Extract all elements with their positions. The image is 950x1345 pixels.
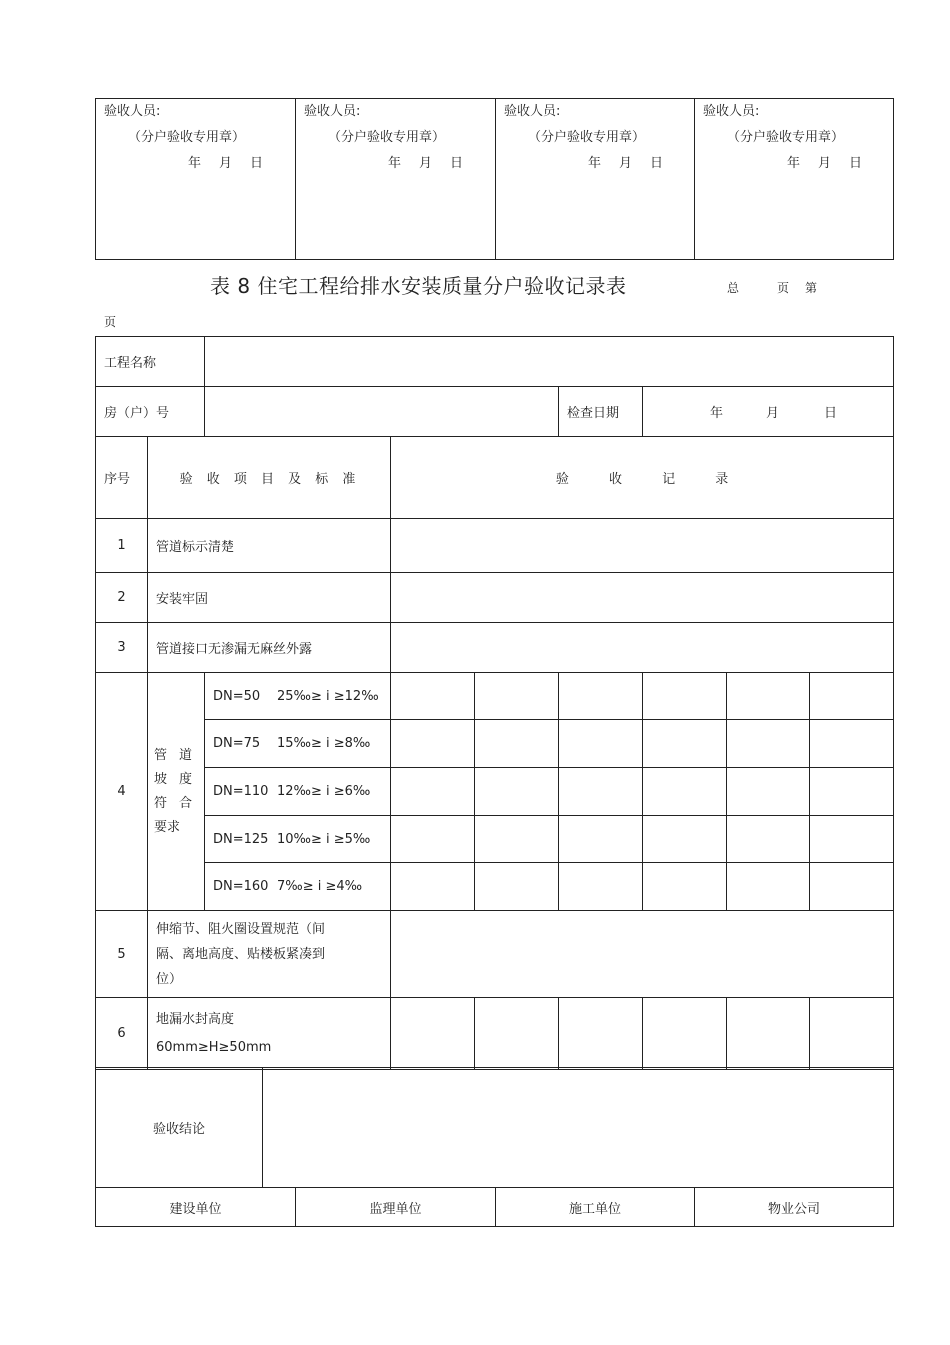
conclusion-field[interactable] bbox=[263, 1068, 894, 1188]
row-item: 管道标示清楚 bbox=[148, 519, 391, 573]
table-row bbox=[96, 816, 894, 863]
record-cell[interactable] bbox=[643, 863, 727, 911]
record-cell[interactable] bbox=[727, 863, 810, 911]
footer-supervision-unit: 监理单位 bbox=[296, 1188, 496, 1227]
record-cell[interactable] bbox=[810, 768, 894, 816]
slope-standard: DN=125 10‰≥ i ≥5‰ bbox=[205, 816, 391, 863]
form-title: 表 8 住宅工程给排水安装质量分户验收记录表 bbox=[210, 274, 627, 298]
inspector-label: 验收人员: bbox=[504, 104, 561, 119]
record-cell[interactable] bbox=[810, 673, 894, 720]
record-cell[interactable] bbox=[727, 998, 810, 1070]
inspector-label: 验收人员: bbox=[703, 104, 760, 119]
slope-standard: DN=50 25‰≥ i ≥12‰ bbox=[205, 673, 391, 720]
inspector-label: 验收人员: bbox=[104, 104, 161, 119]
signature-cell bbox=[496, 99, 695, 260]
row-seq: 1 bbox=[96, 519, 148, 573]
table-row bbox=[96, 519, 894, 573]
row-item: 地漏水封高度 60mm≥H≥50mm bbox=[148, 998, 391, 1070]
item-header: 验 收 项 目 及 标 准 bbox=[148, 437, 391, 519]
inspector-label: 验收人员: bbox=[304, 104, 361, 119]
signature-table bbox=[95, 98, 894, 260]
footer-row bbox=[96, 1188, 894, 1227]
row-item: 安装牢固 bbox=[148, 573, 391, 623]
record-cell[interactable] bbox=[810, 998, 894, 1070]
table-row bbox=[96, 768, 894, 816]
record-cell[interactable] bbox=[559, 673, 643, 720]
record-cell[interactable] bbox=[475, 998, 559, 1070]
record-cell[interactable] bbox=[727, 816, 810, 863]
record-cell[interactable] bbox=[643, 768, 727, 816]
record-cell[interactable] bbox=[559, 720, 643, 768]
date-line: 年 月 日 bbox=[588, 156, 664, 171]
slope-standard: DN=75 15‰≥ i ≥8‰ bbox=[205, 720, 391, 768]
signature-cell bbox=[96, 99, 296, 260]
row-item: 伸缩节、阻火圈设置规范（间 隔、离地高度、贴楼板紧凑到 位） bbox=[148, 911, 391, 998]
record-cell[interactable] bbox=[391, 911, 894, 998]
slope-standard: DN=160 7‰≥ i ≥4‰ bbox=[205, 863, 391, 911]
footer-construction-unit: 建设单位 bbox=[96, 1188, 296, 1227]
seal-label: （分户验收专用章） bbox=[328, 130, 446, 145]
signature-cell bbox=[296, 99, 496, 260]
record-cell[interactable] bbox=[643, 998, 727, 1070]
project-name-row bbox=[96, 337, 894, 387]
table-row bbox=[96, 998, 894, 1070]
record-cell[interactable] bbox=[810, 863, 894, 911]
record-cell[interactable] bbox=[391, 673, 475, 720]
record-cell[interactable] bbox=[391, 519, 894, 573]
room-label: 房（户）号 bbox=[96, 387, 205, 437]
record-cell[interactable] bbox=[475, 768, 559, 816]
row-item: 管道 坡度 符合 要求 bbox=[148, 673, 205, 911]
row-seq: 2 bbox=[96, 573, 148, 623]
record-cell[interactable] bbox=[727, 720, 810, 768]
record-cell[interactable] bbox=[391, 816, 475, 863]
seq-header: 序号 bbox=[96, 437, 148, 519]
table-row bbox=[96, 863, 894, 911]
record-cell[interactable] bbox=[475, 720, 559, 768]
record-cell[interactable] bbox=[475, 863, 559, 911]
footer-contractor-unit: 施工单位 bbox=[496, 1188, 695, 1227]
record-cell[interactable] bbox=[391, 573, 894, 623]
project-name-label: 工程名称 bbox=[96, 337, 205, 387]
record-cell[interactable] bbox=[559, 816, 643, 863]
record-cell[interactable] bbox=[391, 768, 475, 816]
conclusion-label: 验收结论 bbox=[96, 1068, 263, 1188]
column-header-row bbox=[96, 437, 894, 519]
page-counter: 总 页 第 bbox=[727, 281, 818, 295]
record-cell[interactable] bbox=[475, 816, 559, 863]
table-row bbox=[96, 673, 894, 720]
table-row bbox=[96, 720, 894, 768]
check-date-label: 检查日期 bbox=[559, 387, 643, 437]
date-line: 年 月 日 bbox=[787, 156, 863, 171]
check-date-field[interactable]: 年 月 日 bbox=[643, 387, 894, 437]
record-cell[interactable] bbox=[391, 863, 475, 911]
seal-label: （分户验收专用章） bbox=[528, 130, 646, 145]
record-cell[interactable] bbox=[643, 816, 727, 863]
room-field[interactable] bbox=[205, 387, 559, 437]
row-seq: 5 bbox=[96, 911, 148, 998]
page-counter-tail: 页 bbox=[104, 315, 117, 329]
slope-standard: DN=110 12‰≥ i ≥6‰ bbox=[205, 768, 391, 816]
table-row bbox=[96, 573, 894, 623]
row-item: 管道接口无渗漏无麻丝外露 bbox=[148, 623, 391, 673]
seal-label: （分户验收专用章） bbox=[128, 130, 246, 145]
table-row bbox=[96, 911, 894, 998]
record-cell[interactable] bbox=[391, 720, 475, 768]
row-seq: 4 bbox=[96, 673, 148, 911]
record-cell[interactable] bbox=[727, 673, 810, 720]
record-cell[interactable] bbox=[810, 816, 894, 863]
room-row bbox=[96, 387, 894, 437]
record-header: 验 收 记 录 bbox=[391, 437, 894, 519]
conclusion-row bbox=[96, 1068, 894, 1188]
date-line: 年 月 日 bbox=[388, 156, 464, 171]
conclusion-table bbox=[95, 1067, 894, 1227]
record-cell[interactable] bbox=[643, 673, 727, 720]
record-cell[interactable] bbox=[391, 998, 475, 1070]
record-cell[interactable] bbox=[810, 720, 894, 768]
record-cell[interactable] bbox=[391, 623, 894, 673]
seal-label: （分户验收专用章） bbox=[727, 130, 845, 145]
footer-property-company: 物业公司 bbox=[695, 1188, 894, 1227]
record-cell[interactable] bbox=[475, 673, 559, 720]
record-cell[interactable] bbox=[559, 768, 643, 816]
project-name-field[interactable] bbox=[205, 337, 894, 387]
record-cell[interactable] bbox=[727, 768, 810, 816]
record-cell[interactable] bbox=[559, 863, 643, 911]
record-cell[interactable] bbox=[643, 720, 727, 768]
date-line: 年 月 日 bbox=[188, 156, 264, 171]
row-seq: 6 bbox=[96, 998, 148, 1070]
signature-cell bbox=[695, 99, 894, 260]
row-seq: 3 bbox=[96, 623, 148, 673]
record-cell[interactable] bbox=[559, 998, 643, 1070]
table-row bbox=[96, 623, 894, 673]
inspection-table bbox=[95, 336, 894, 1070]
